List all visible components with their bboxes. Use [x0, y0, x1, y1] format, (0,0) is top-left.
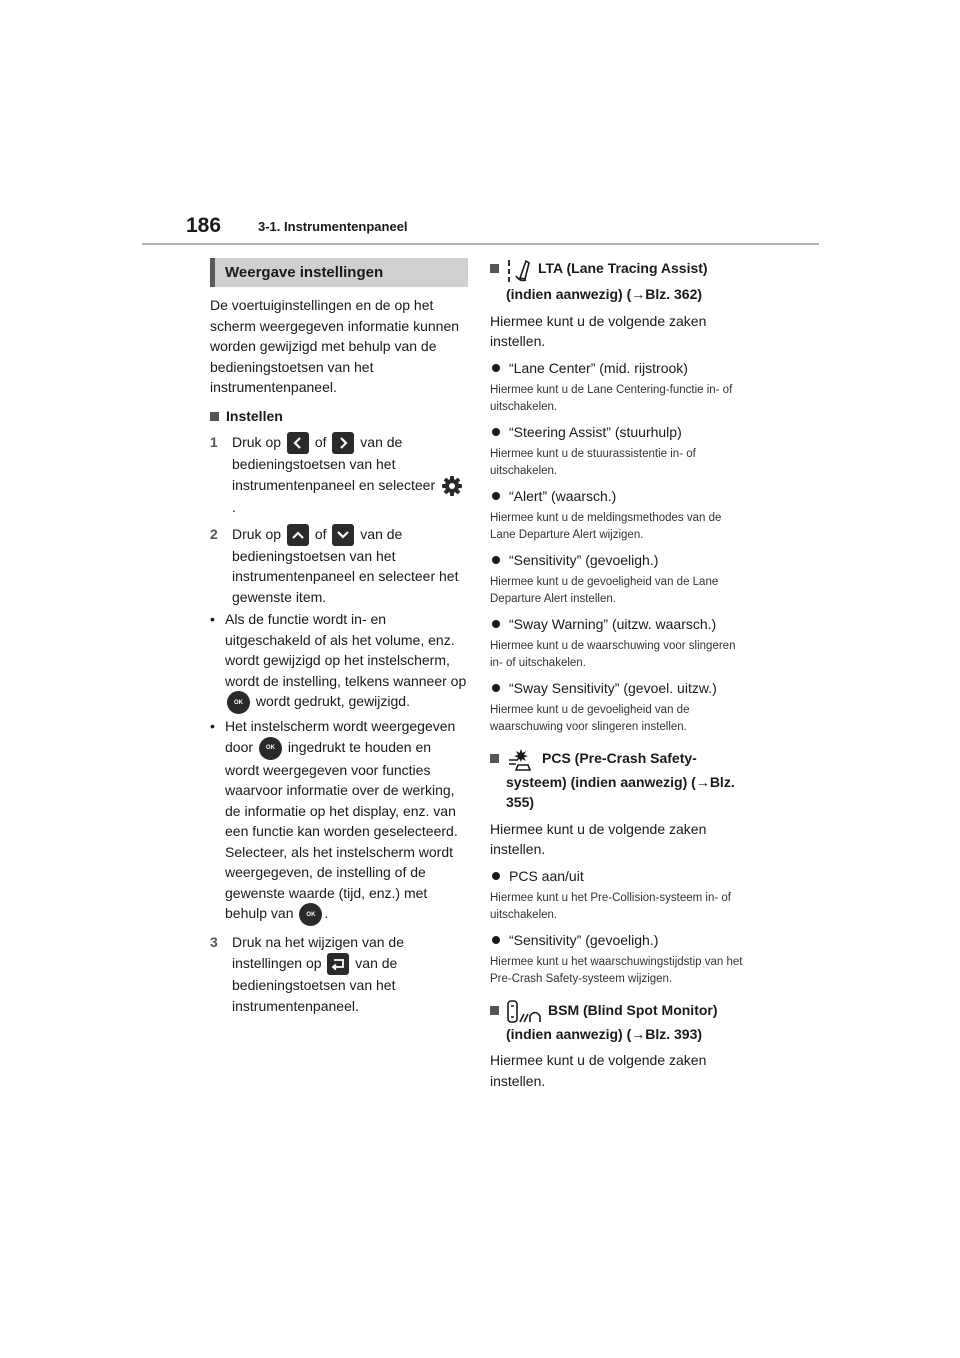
note-text: Het instelscherm wordt weergegeven door	[225, 718, 456, 756]
dot-bullet-icon	[492, 428, 500, 436]
note-text: ingedrukt te houden en wordt weergegeven voor functies waarvoor informatie over de werking, de informatie op het display, enz. van een functie kan worden geselecteerd. Selecteer, als het instelscherm wordt weergegeven, de instelling of de gewenste waarde (tijd, enz.) met behulp van	[225, 739, 458, 922]
dot-bullet-icon	[492, 364, 500, 372]
option-label: “Lane Center” (mid. rijstrook)	[509, 359, 688, 376]
pcs-option	[490, 930, 750, 950]
step-text: van de bedieningstoetsen van het instrumentenpaneel en selecteer	[232, 434, 436, 493]
option-description: Hiermee kunt u de Lane Centering-functie in- of uitschakelen.	[490, 383, 733, 413]
option-label: “Steering Assist” (stuurhulp)	[509, 423, 682, 440]
option-label: “Sway Warning” (uitzw. waarsch.)	[509, 615, 717, 632]
chevron-right-icon	[332, 432, 354, 454]
lta-option	[490, 486, 750, 506]
back-arrow-icon	[327, 953, 349, 975]
lta-option	[490, 678, 750, 698]
step-text: van de bedieningstoetsen van het instrumentenpaneel.	[232, 954, 398, 1014]
option-label: “Sensitivity” (gevoeligh.)	[509, 931, 659, 948]
section-heading-text: Weergave instellingen	[225, 264, 384, 281]
pcs-option	[490, 866, 750, 886]
step-text: Druk op	[232, 434, 282, 450]
step-text: of	[314, 434, 327, 450]
dot-bullet-icon	[492, 684, 500, 692]
step-number: 3	[210, 934, 218, 951]
bullet-mark: •	[210, 611, 215, 628]
option-description: Hiermee kunt u het Pre-Collision-systeem in- of uitschakelen.	[490, 891, 731, 921]
option-description: Hiermee kunt u de meldingsmethodes van de Lane Departure Alert wijzigen.	[490, 511, 722, 541]
step-3-body	[232, 932, 468, 1016]
chevron-left-icon	[287, 432, 309, 454]
lta-heading-body	[506, 258, 750, 305]
lta-title: LTA (Lane Tracing Assist) (indien aanwezig) (→Blz. 362)	[506, 260, 708, 302]
page-number: 186	[186, 214, 222, 237]
dot-bullet-icon	[492, 872, 500, 880]
note-text: wordt gedrukt, gewijzigd.	[255, 693, 410, 710]
bsm-intro: Hiermee kunt u de volgende zaken instellen.	[490, 1052, 707, 1089]
lta-intro: Hiermee kunt u de volgende zaken instellen.	[490, 312, 707, 349]
subheading-instellen	[210, 406, 468, 427]
ok-button-icon: OK	[227, 691, 250, 714]
gear-icon	[441, 475, 463, 497]
dot-bullet-icon	[492, 492, 500, 500]
pcs-intro: Hiermee kunt u de volgende zaken instellen.	[490, 820, 707, 857]
note-bullet-2-body	[225, 716, 468, 926]
bsm-title: BSM (Blind Spot Monitor) (indien aanwezig) (→Blz. 393)	[506, 1001, 718, 1042]
lta-heading	[490, 258, 750, 305]
option-description: Hiermee kunt u het waarschuwingstijdstip van het Pre-Crash Safety-systeem wijzigen.	[490, 955, 743, 985]
left-column	[210, 258, 468, 1016]
square-bullet-icon	[490, 264, 499, 273]
note-bullet-1	[210, 609, 468, 714]
option-description: Hiermee kunt u de waarschuwing voor slingeren in- of uitschakelen.	[490, 639, 736, 669]
bsm-heading-body	[506, 1000, 750, 1045]
right-column	[490, 258, 750, 1091]
step-2	[210, 524, 468, 608]
bsm-heading	[490, 1000, 750, 1045]
chevron-up-icon	[287, 524, 309, 546]
square-bullet-icon	[490, 1006, 499, 1015]
lta-option	[490, 358, 750, 378]
step-text: van de bedieningstoetsen van het instrumentenpaneel en selecteer het gewenste item.	[232, 525, 459, 605]
option-description: Hiermee kunt u de gevoeligheid van de Lane Departure Alert instellen.	[490, 575, 719, 605]
note-text: Als de functie wordt in- en uitgeschakeld of als het volume, enz. wordt gewijzigd op het instelscherm, wordt de instelling, telkens wanneer op	[225, 611, 467, 689]
subheading-text: Instellen	[226, 407, 283, 424]
section-heading	[210, 258, 468, 287]
step-2-body	[232, 524, 468, 608]
step-1-body	[232, 432, 468, 518]
step-text: .	[232, 499, 236, 516]
square-bullet-icon	[210, 412, 219, 421]
option-description: Hiermee kunt u de stuurassistentie in- of uitschakelen.	[490, 447, 696, 477]
pre-crash-icon	[506, 748, 536, 772]
chevron-down-icon	[332, 524, 354, 546]
option-label: “Alert” (waarsch.)	[509, 487, 617, 504]
lta-option	[490, 614, 750, 634]
option-description: Hiermee kunt u de gevoeligheid van de waarschuwing voor slingeren instellen.	[490, 703, 690, 733]
pcs-heading-body	[506, 748, 750, 813]
dot-bullet-icon	[492, 936, 500, 944]
section-title: 3-1. Instrumentenpaneel	[258, 219, 408, 234]
dot-bullet-icon	[492, 556, 500, 564]
step-number: 1	[210, 434, 218, 450]
lane-tracing-icon	[506, 258, 532, 284]
step-text: Druk op	[232, 525, 282, 542]
step-1	[210, 432, 468, 518]
note-bullet-2	[210, 716, 468, 926]
square-bullet-icon	[490, 754, 499, 763]
pcs-title: PCS (Pre-Crash Safety-systeem) (indien aanwezig) (→Blz. 355)	[506, 749, 735, 810]
blind-spot-monitor-icon	[506, 1000, 542, 1024]
note-bullet-1-body	[225, 609, 468, 714]
lta-option	[490, 550, 750, 570]
option-label: “Sensitivity” (gevoeligh.)	[509, 551, 659, 568]
option-label: PCS aan/uit	[509, 867, 584, 884]
note-text: .	[324, 905, 329, 922]
intro-paragraph: De voertuiginstellingen en de op het scherm weergegeven informatie kunnen worden gewijzigd met behulp van de bedieningstoetsen van het instrumentenpaneel.	[210, 297, 460, 395]
ok-button-icon: OK	[299, 903, 322, 926]
step-text: Druk na het wijzigen van de instellingen op	[232, 934, 404, 971]
step-text: of	[314, 525, 327, 542]
step-3	[210, 932, 468, 1016]
ok-button-icon: OK	[259, 737, 282, 760]
lta-option	[490, 422, 750, 442]
dot-bullet-icon	[492, 620, 500, 628]
step-number: 2	[210, 525, 218, 542]
pcs-heading	[490, 748, 750, 813]
header-rule	[142, 243, 819, 245]
bullet-mark: •	[210, 718, 215, 735]
option-label: “Sway Sensitivity” (gevoel. uitzw.)	[509, 679, 717, 696]
